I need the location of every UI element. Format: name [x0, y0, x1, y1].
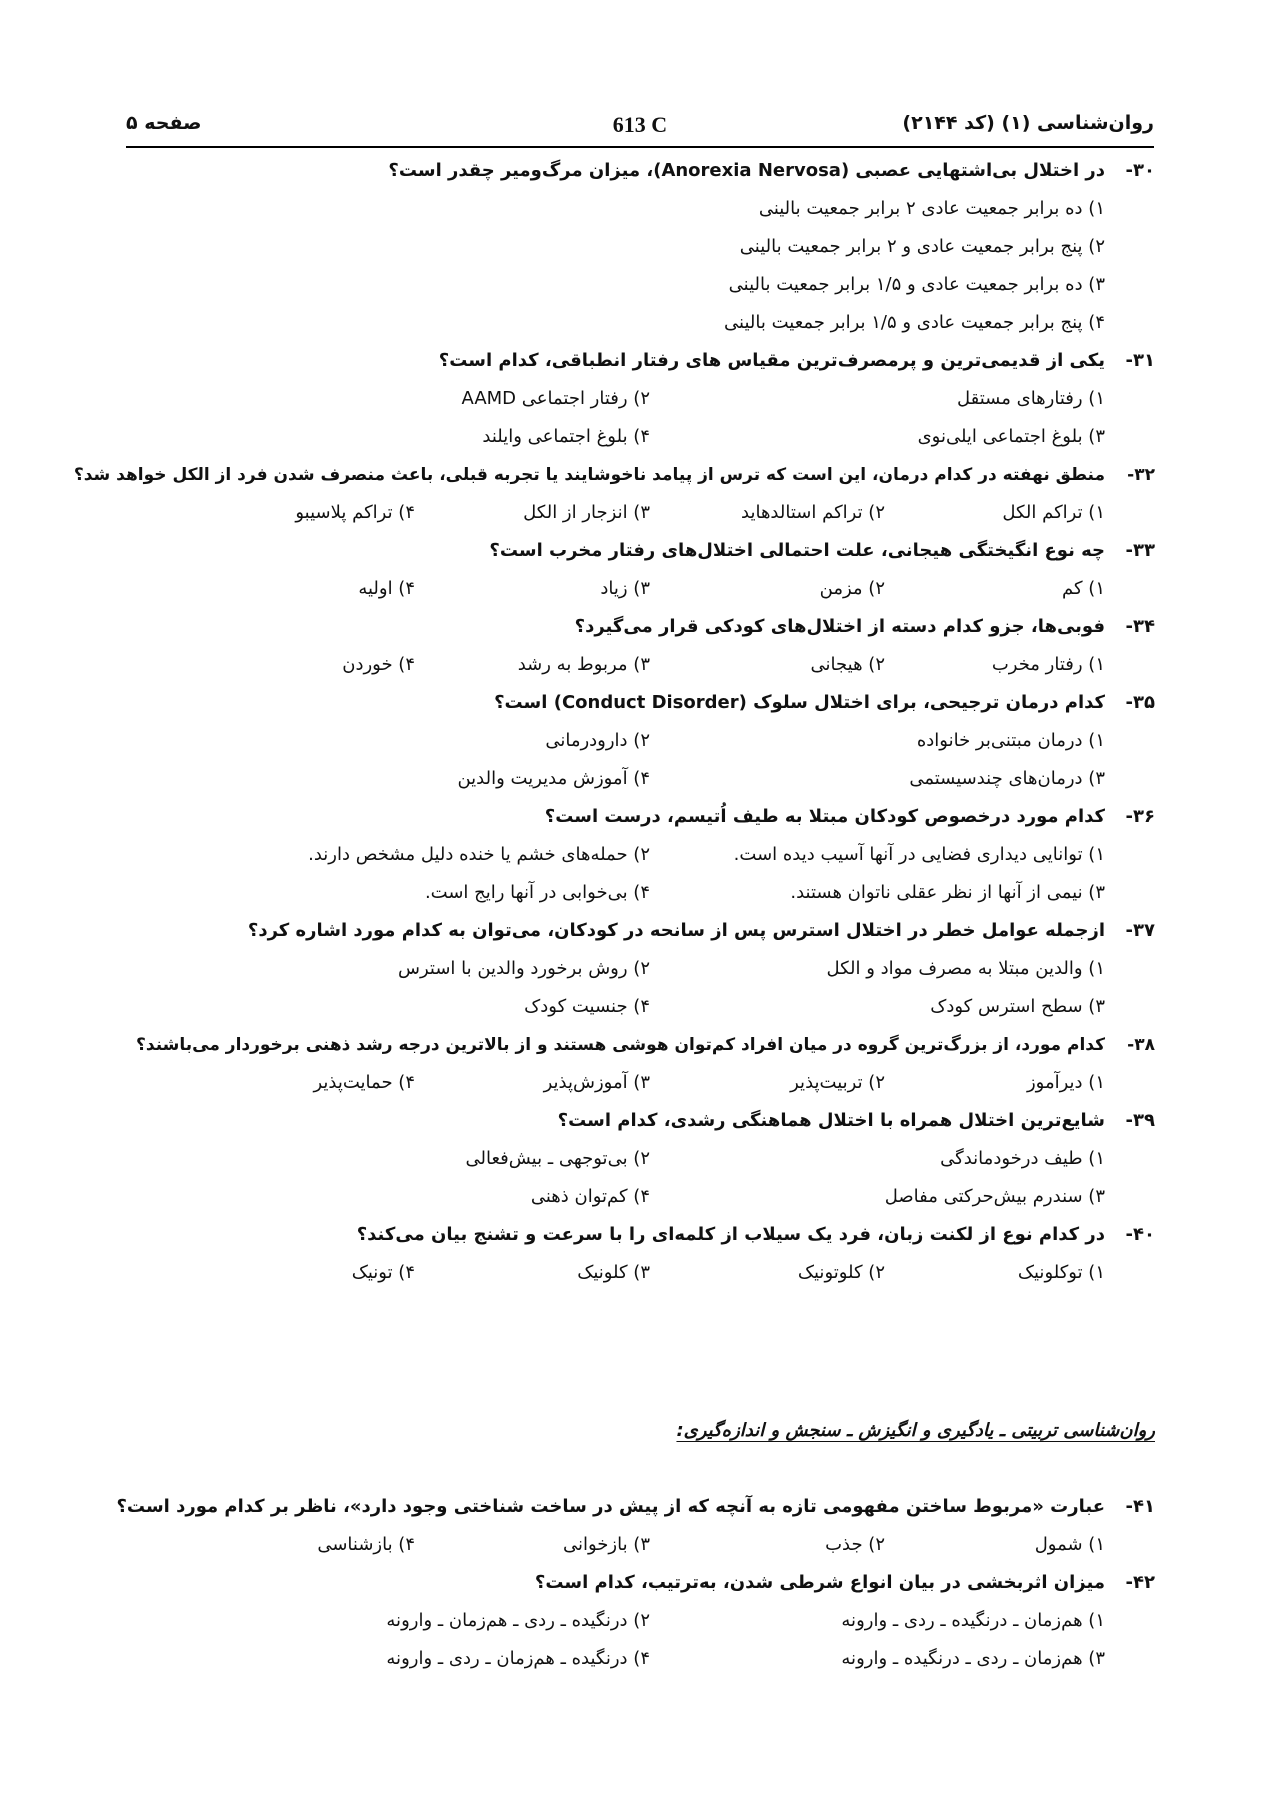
question-39 [125, 1102, 1155, 1216]
option-2[interactable]: ۲) رفتار اجتماعی AAMD [461, 388, 650, 409]
option-2[interactable]: ۲) کلوتونیک [797, 1262, 885, 1283]
option-1[interactable]: ۱) والدین مبتلا به مصرف مواد و الکل [826, 958, 1105, 979]
option-2[interactable]: ۲) روش برخورد والدین با استرس [398, 958, 650, 979]
option-2[interactable]: ۲) دارودرمانی [545, 730, 650, 751]
option-1[interactable]: ۱) تراکم الکل [1002, 502, 1105, 523]
question-text: شایع‌ترین اختلال همراه با اختلال هماهنگی رشدی، کدام است؟ [557, 1110, 1105, 1131]
question-text: در کدام نوع از لکنت زبان، فرد یک سیلاب از کلمه‌ای را با سرعت و تشنج بیان می‌کند؟ [356, 1224, 1105, 1245]
question-33 [125, 532, 1155, 608]
question-number: ۳۰- [1125, 160, 1155, 181]
option-4[interactable]: ۴) جنسیت کودک [524, 996, 650, 1017]
option-1[interactable]: ۱) طیف درخودماندگی [940, 1148, 1105, 1169]
question-34 [125, 608, 1155, 684]
question-number: ۳۸- [1127, 1035, 1155, 1055]
exam-subject-code: روان‌شناسی (۱) (کد ۲۱۴۴) [902, 112, 1154, 134]
option-3[interactable]: ۳) بازخوانی [562, 1534, 650, 1555]
question-number: ۴۲- [1125, 1572, 1155, 1593]
question-text: میزان اثربخشی در بیان انواع شرطی شدن، به‌ترتیب، کدام است؟ [534, 1572, 1105, 1593]
question-text: کدام مورد درخصوص کودکان مبتلا به طیف اُتیسم، درست است؟ [544, 806, 1105, 827]
question-text: ازجمله عوامل خطر در اختلال استرس پس از سانحه در کودکان، می‌توان به کدام مورد اشاره کرد؟ [247, 920, 1105, 941]
option-3[interactable]: ۳) هم‌زمان ـ ردی ـ درنگیده ـ وارونه [841, 1648, 1105, 1669]
question-text: چه نوع انگیختگی هیجانی، علت احتمالی اختلال‌های رفتار مخرب است؟ [489, 540, 1105, 561]
option-1[interactable]: ۱) توکلونیک [1017, 1262, 1105, 1283]
option-1[interactable]: ۱) رفتار مخرب [991, 654, 1105, 675]
option-2[interactable]: ۲) حمله‌های خشم یا خنده دلیل مشخص دارند. [308, 844, 650, 865]
question-number: ۴۰- [1125, 1224, 1155, 1245]
option-1[interactable]: ۱) توانایی دیداری فضایی در آنها آسیب دیده است. [733, 844, 1105, 865]
option-4[interactable]: ۴) درنگیده ـ هم‌زمان ـ ردی ـ وارونه [386, 1648, 650, 1669]
question-number: ۳۴- [1125, 616, 1155, 637]
option-4[interactable]: ۴) پنج برابر جمعیت عادی و ۱/۵ برابر جمعیت بالینی [724, 312, 1105, 333]
question-text: در اختلال بی‌اشتهایی عصبی (Anorexia Nervosa)، میزان مرگ‌ومیر چقدر است؟ [388, 160, 1105, 181]
question-number: ۳۲- [1127, 465, 1155, 485]
option-3[interactable]: ۳) سندرم بیش‌حرکتی مفاصل [884, 1186, 1105, 1207]
option-2[interactable]: ۲) درنگیده ـ ردی ـ هم‌زمان ـ وارونه [386, 1610, 650, 1631]
option-3[interactable]: ۳) آموزش‌پذیر [543, 1072, 650, 1093]
question-number: ۳۵- [1125, 692, 1155, 713]
question-text: عبارت «مربوط ساختن مفهومی تازه به آنچه که از پیش در ساخت شناختی وجود دارد»، ناظر بر کدام مورد است؟ [116, 1496, 1105, 1517]
question-text: کدام درمان ترجیحی، برای اختلال سلوک (Conduct Disorder) است؟ [494, 692, 1105, 713]
option-2[interactable]: ۲) بی‌توجهی ـ بیش‌فعالی [465, 1148, 650, 1169]
option-1[interactable]: ۱) رفتارهای مستقل [957, 388, 1105, 409]
question-31 [125, 342, 1155, 456]
question-number: ۳۳- [1125, 540, 1155, 561]
option-3[interactable]: ۳) بلوغ اجتماعی ایلی‌نوی [917, 426, 1105, 447]
question-40 [125, 1216, 1155, 1292]
option-2[interactable]: ۲) مزمن [819, 578, 885, 599]
option-1[interactable]: ۱) درمان مبتنی‌بر خانواده [916, 730, 1105, 751]
option-4[interactable]: ۴) آموزش مدیریت والدین [457, 768, 650, 789]
option-3[interactable]: ۳) مربوط به رشد [517, 654, 650, 675]
option-1[interactable]: ۱) هم‌زمان ـ درنگیده ـ ردی ـ وارونه [841, 1610, 1105, 1631]
option-4[interactable]: ۴) خوردن [342, 654, 415, 675]
question-32 [73, 456, 1155, 532]
question-number: ۴۱- [1125, 1496, 1155, 1517]
option-4[interactable]: ۴) بلوغ اجتماعی وایلند [482, 426, 650, 447]
booklet-code: 613 C [612, 112, 668, 137]
option-2[interactable]: ۲) جذب [825, 1534, 885, 1555]
option-3[interactable]: ۳) انزجار از الکل [523, 502, 650, 523]
section-title: روان‌شناسی تربیتی ـ یادگیری و انگیزش ـ سنجش و اندازه‌گیری: [676, 1420, 1155, 1441]
option-1[interactable]: ۱) دیرآموز [1026, 1072, 1105, 1093]
option-2[interactable]: ۲) تراکم استالدهاید [741, 502, 885, 523]
option-4[interactable]: ۴) کم‌توان ذهنی [530, 1186, 650, 1207]
option-1[interactable]: ۱) کم [1062, 578, 1105, 599]
option-4[interactable]: ۴) بازشناسی [317, 1534, 415, 1555]
question-41 [116, 1488, 1155, 1564]
page-header [126, 112, 1154, 148]
option-4[interactable]: ۴) حمایت‌پذیر [313, 1072, 415, 1093]
option-3[interactable]: ۳) کلونیک [577, 1262, 650, 1283]
page-number: صفحه ۵ [126, 112, 202, 134]
option-3[interactable]: ۳) زیاد [600, 578, 650, 599]
option-1[interactable]: ۱) ده برابر جمعیت عادی ۲ برابر جمعیت بالینی [758, 198, 1105, 219]
question-35 [125, 684, 1155, 798]
question-text: کدام مورد، از بزرگ‌ترین گروه در میان افراد کم‌توان هوشی هستند و از بالاترین درجه رشد ذهنی برخوردار می‌باشند؟ [136, 1035, 1105, 1055]
question-number: ۳۷- [1125, 920, 1155, 941]
question-42 [125, 1564, 1155, 1678]
option-4[interactable]: ۴) تراکم پلاسیبو [295, 502, 415, 523]
option-3[interactable]: ۳) سطح استرس کودک [930, 996, 1105, 1017]
option-3[interactable]: ۳) درمان‌های چندسیستمی [909, 768, 1105, 789]
question-37 [125, 912, 1155, 1026]
question-text: منطق نهفته در کدام درمان، این است که ترس از پیامد ناخوشایند یا تجربه قبلی، باعث منصرف شدن فرد از الکل خواهد شد؟ [73, 465, 1105, 485]
question-38 [125, 1026, 1155, 1102]
question-number: ۳۹- [1125, 1110, 1155, 1131]
question-text: فوبی‌ها، جزو کدام دسته از اختلال‌های کودکی قرار می‌گیرد؟ [574, 616, 1105, 637]
option-2[interactable]: ۲) پنج برابر جمعیت عادی و ۲ برابر جمعیت بالینی [739, 236, 1105, 257]
question-number: ۳۱- [1125, 350, 1155, 371]
option-2[interactable]: ۲) هیجانی [810, 654, 885, 675]
question-number: ۳۶- [1125, 806, 1155, 827]
question-36 [125, 798, 1155, 912]
option-4[interactable]: ۴) بی‌خوابی در آنها رایج است. [424, 882, 650, 903]
question-text: یکی از قدیمی‌ترین و پرمصرف‌ترین مقیاس های رفتار انطباقی، کدام است؟ [438, 350, 1105, 371]
option-4[interactable]: ۴) اولیه [358, 578, 415, 599]
option-2[interactable]: ۲) تربیت‌پذیر [790, 1072, 885, 1093]
option-3[interactable]: ۳) نیمی از آنها از نظر عقلی ناتوان هستند. [790, 882, 1105, 903]
question-30 [125, 152, 1155, 342]
option-3[interactable]: ۳) ده برابر جمعیت عادی و ۱/۵ برابر جمعیت بالینی [728, 274, 1105, 295]
option-4[interactable]: ۴) تونیک [351, 1262, 415, 1283]
option-1[interactable]: ۱) شمول [1034, 1534, 1105, 1555]
